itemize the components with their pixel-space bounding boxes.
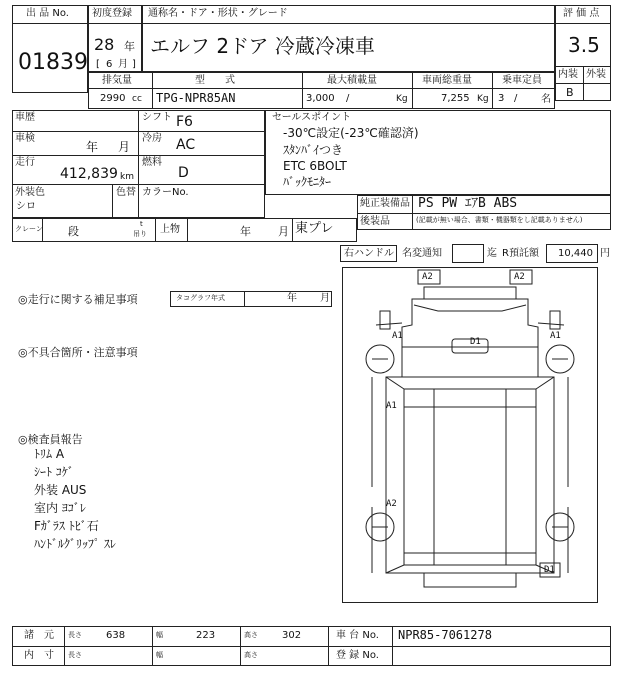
type: TPG-NPR85AN	[156, 91, 236, 105]
crane-year-unit: 年	[240, 225, 251, 238]
standard-equipment-label: 純正装備品	[360, 198, 410, 209]
crane-lift-label: 吊り	[133, 230, 147, 238]
load-sep: /	[346, 93, 350, 104]
capacity-sep: /	[514, 93, 518, 104]
crane-stage-unit: 段	[68, 225, 79, 238]
first-reg-label: 初度登録	[92, 8, 132, 19]
width: 223	[196, 630, 216, 641]
sales-point-line: -30℃設定(-23℃確認済)	[283, 126, 419, 140]
load: 3,000	[306, 93, 335, 104]
year-unit: 年	[124, 40, 135, 53]
mileage-unit: km	[120, 172, 134, 182]
dims-label: 諸 元	[24, 630, 54, 641]
inspector-line: ﾄﾘﾑ A	[34, 447, 65, 461]
exterior-color-label: 外装色	[15, 187, 45, 198]
first-reg-year: 28	[94, 35, 115, 54]
in-length-label: 長さ	[68, 651, 82, 659]
aftermarket-label: 後装品	[360, 216, 390, 227]
yen: 円	[600, 248, 610, 259]
length-label: 長さ	[68, 631, 82, 639]
inspection-year-unit: 年	[86, 140, 99, 154]
chassis-no: NPR85-7061278	[398, 628, 492, 642]
sales-point-line: ﾊﾞｯｸﾓﾆﾀｰ	[283, 175, 332, 189]
chassis-label: 車 台 No.	[336, 630, 379, 641]
width-label: 幅	[156, 631, 163, 639]
gross-label: 車両総重量	[422, 75, 472, 86]
damage-mark: A2	[422, 272, 433, 282]
height: 302	[282, 630, 302, 641]
month-unit: 月	[118, 59, 128, 70]
in-height-label: 高さ	[244, 651, 258, 659]
first-reg-month-close: ]	[132, 59, 136, 70]
inspection-label: 車検	[15, 133, 35, 144]
first-reg-month-open: [	[96, 59, 100, 70]
inspector-line: ﾊﾝﾄﾞﾙｸﾞﾘｯﾌﾟ ｽﾚ	[34, 537, 116, 551]
inspector-line: 室内 ﾖｺﾞﾚ	[34, 501, 86, 515]
capacity: 3	[498, 93, 505, 104]
damage-mark: A1	[392, 331, 403, 341]
fuel-label: 燃料	[142, 157, 162, 168]
tacho-year-unit: 年	[287, 293, 297, 304]
damage-mark: D1	[544, 565, 555, 575]
interior-dims-label: 内 寸	[24, 650, 54, 661]
damage-mark: A1	[386, 401, 397, 411]
displacement: 2990	[100, 93, 126, 104]
lot-no: 01839	[18, 50, 88, 75]
damage-mark: A2	[514, 272, 525, 282]
shift: F6	[176, 114, 193, 130]
gross: 7,255	[441, 93, 470, 104]
tacho-label: タコグラフ年式	[176, 294, 225, 302]
truck-diagram	[342, 267, 598, 603]
name-change-label: 名変通知	[402, 248, 442, 259]
inspector-label: ◎検査員報告	[18, 433, 83, 446]
defects-label: ◎不具合箇所・注意事項	[18, 346, 138, 359]
driving-notes-label: ◎走行に関する補足事項	[18, 293, 138, 306]
fuel: D	[178, 165, 189, 181]
lot-no-label: 出 品 No.	[26, 8, 69, 19]
type-label: 型 式	[195, 75, 235, 86]
recycle-amount: 10,440	[558, 248, 593, 259]
name-change-box	[452, 244, 484, 263]
length: 638	[106, 630, 126, 641]
capacity-unit: 名	[541, 94, 551, 105]
gross-unit: Kg	[477, 94, 489, 104]
inspector-line: ｼｰﾄ ｺｹﾞ	[34, 465, 74, 479]
score-label: 評 価 点	[563, 8, 600, 19]
mileage-label: 走行	[15, 157, 35, 168]
crane-month-unit: 月	[278, 225, 289, 238]
inspection-month-unit: 月	[118, 140, 131, 154]
crane-label: クレーン	[15, 225, 43, 233]
shift-label: シフト	[142, 112, 172, 123]
exterior-label: 外装	[586, 69, 606, 80]
reg-no-label: 登 録 No.	[336, 650, 379, 661]
score: 3.5	[568, 33, 600, 57]
displacement-unit: cc	[132, 94, 142, 104]
ac: AC	[176, 137, 196, 153]
standard-equipment: PS PW ｴｱB ABS	[418, 196, 518, 211]
ac-label: 冷房	[142, 133, 162, 144]
sales-point-line: ｽﾀﾝﾊﾞｲつき	[283, 143, 344, 157]
crane-lift-unit: t	[140, 220, 143, 228]
rhd: 右ハンドル	[344, 248, 394, 259]
model-name: エルフ 2ドア 冷蔵冷凍車	[150, 34, 375, 58]
up-label: 上物	[160, 224, 180, 235]
displacement-label: 排気量	[102, 75, 132, 86]
tone-label: 色替	[116, 187, 136, 198]
damage-mark: D1	[470, 337, 481, 347]
first-reg-month: 6	[106, 59, 113, 70]
interior-grade: B	[566, 86, 574, 99]
mileage: 412,839	[60, 166, 118, 182]
load-label: 最大積載量	[327, 75, 377, 86]
color-no-label: カラーNo.	[142, 187, 189, 198]
recycle-label: R預託額	[502, 248, 539, 259]
history-label: 車歴	[15, 112, 35, 123]
inspector-line: 外装 AUS	[34, 483, 87, 497]
sales-point-line: ETC 6BOLT	[283, 159, 347, 173]
body-maker: 東プレ	[295, 221, 334, 236]
damage-mark: A1	[550, 331, 561, 341]
disposal-label: 迄	[487, 248, 497, 259]
height-label: 高さ	[244, 631, 258, 639]
inspector-line: Fｶﾞﾗｽ ﾄﾋﾞ石	[34, 519, 99, 533]
model-label: 通称名・ドア・形状・グレード	[148, 8, 288, 19]
aftermarket-note: (記載が無い場合、書類・機器類をし記載ありません)	[416, 216, 583, 224]
in-width-label: 幅	[156, 651, 163, 659]
interior-label: 内装	[558, 69, 578, 80]
capacity-label: 乗車定員	[502, 75, 542, 86]
sales-points-label: セールスポイント	[272, 112, 352, 123]
tacho-month-unit: 月	[320, 293, 330, 304]
exterior-color: シロ	[16, 201, 36, 212]
damage-mark: A2	[386, 499, 397, 509]
load-unit: Kg	[396, 94, 408, 104]
